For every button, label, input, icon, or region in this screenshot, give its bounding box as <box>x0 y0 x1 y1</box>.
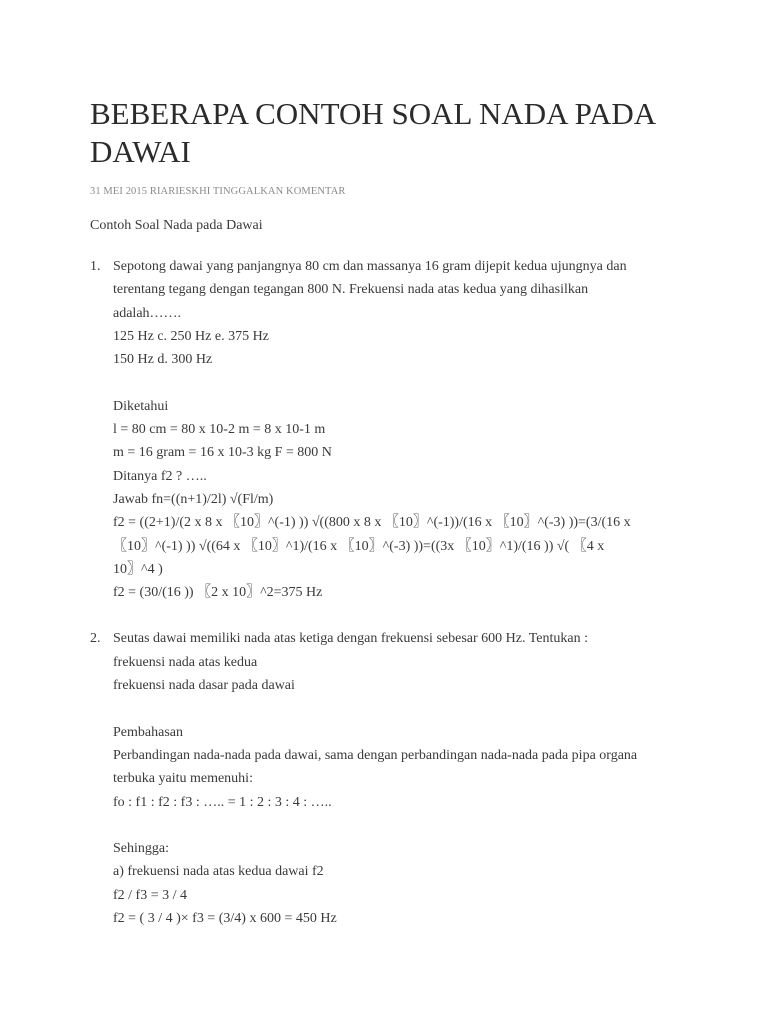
article <box>90 95 690 930</box>
question-number: 1. <box>90 259 101 274</box>
discussion-line: terbuka yaitu memenuhi: <box>113 771 253 787</box>
question-text-line: terentang tegang dengan tegangan 800 N. Frekuensi nada atas kedua yang dihasilkan <box>113 282 589 298</box>
question-list <box>90 255 690 930</box>
question-number: 2. <box>90 631 101 647</box>
question-text-line: Seutas dawai memiliki nada atas ketiga dengan frekuensi sebesar 600 Hz. Tentukan : <box>113 631 589 647</box>
question-text-line: Sepotong dawai yang panjangnya 80 cm dan massanya 16 gram dijepit kedua ujungnya dan <box>113 259 627 274</box>
solution-line: m = 16 gram = 16 x 10-3 kg F = 800 N <box>113 445 332 461</box>
post-meta <box>90 185 690 199</box>
answer-options-line: 150 Hz d. 300 Hz <box>113 352 213 368</box>
spacer <box>113 371 690 394</box>
solution-line: 〖10〗^(-1) )) √((64 x 〖10〗^1)/(16 x 〖10〗^(-3) ))=((3x 〖10〗^1)/(16 )) √( 〖4 x <box>113 538 605 554</box>
solution-line: Jawab fn=((n+1)/2l) √(Fl/m) <box>113 491 274 507</box>
solution-line: 10〗^4 ) <box>113 561 163 577</box>
post-date-link[interactable]: 31 MEI 2015 <box>90 186 148 197</box>
solution-line: f2 = (30/(16 )) 〖2 x 10〗^2=375 Hz <box>113 585 323 601</box>
solution-line: Ditanya f2 ? ….. <box>113 468 207 484</box>
question-item <box>90 255 690 604</box>
page-title: BEBERAPA CONTOH SOAL NADA PADA DAWAI <box>90 96 655 169</box>
spacer <box>113 814 690 837</box>
solution-heading: Diketahui <box>113 398 169 414</box>
intro-text: Contoh Soal Nada pada Dawai <box>90 218 263 233</box>
result-line: f2 / f3 = 3 / 4 <box>113 887 187 903</box>
question-text-line: frekuensi nada atas kedua <box>113 654 258 670</box>
result-line: a) frekuensi nada atas kedua dawai f2 <box>113 864 324 880</box>
discussion-line: Perbandingan nada-nada pada dawai, sama dengan perbandingan nada-nada pada pipa organa <box>113 747 638 763</box>
answer-options-line: 125 Hz c. 250 Hz e. 375 Hz <box>113 328 269 344</box>
result-line: f2 = ( 3 / 4 )× f3 = (3/4) x 600 = 450 Hz <box>113 911 337 927</box>
question-item <box>90 627 690 930</box>
solution-line: l = 80 cm = 80 x 10-2 m = 8 x 10-1 m <box>113 422 326 438</box>
leave-comment-link[interactable]: TINGGALKAN KOMENTAR <box>212 186 346 197</box>
result-heading: Sehingga: <box>113 841 169 857</box>
spacer <box>113 697 690 720</box>
author-link[interactable]: RIARIESKHI <box>149 186 211 197</box>
discussion-heading: Pembahasan <box>113 724 183 740</box>
solution-line: f2 = ((2+1)/(2 x 8 x 〖10〗^(-1) )) √((800 x 8 x 〖10〗^(-1))/(16 x 〖10〗^(-3) ))=(3/(16 x <box>113 515 631 531</box>
question-text-line: frekuensi nada dasar pada dawai <box>113 678 295 694</box>
discussion-line: fo : f1 : f2 : f3 : ….. = 1 : 2 : 3 : 4 : ….. <box>113 794 332 810</box>
question-text-line: adalah……. <box>113 305 182 321</box>
